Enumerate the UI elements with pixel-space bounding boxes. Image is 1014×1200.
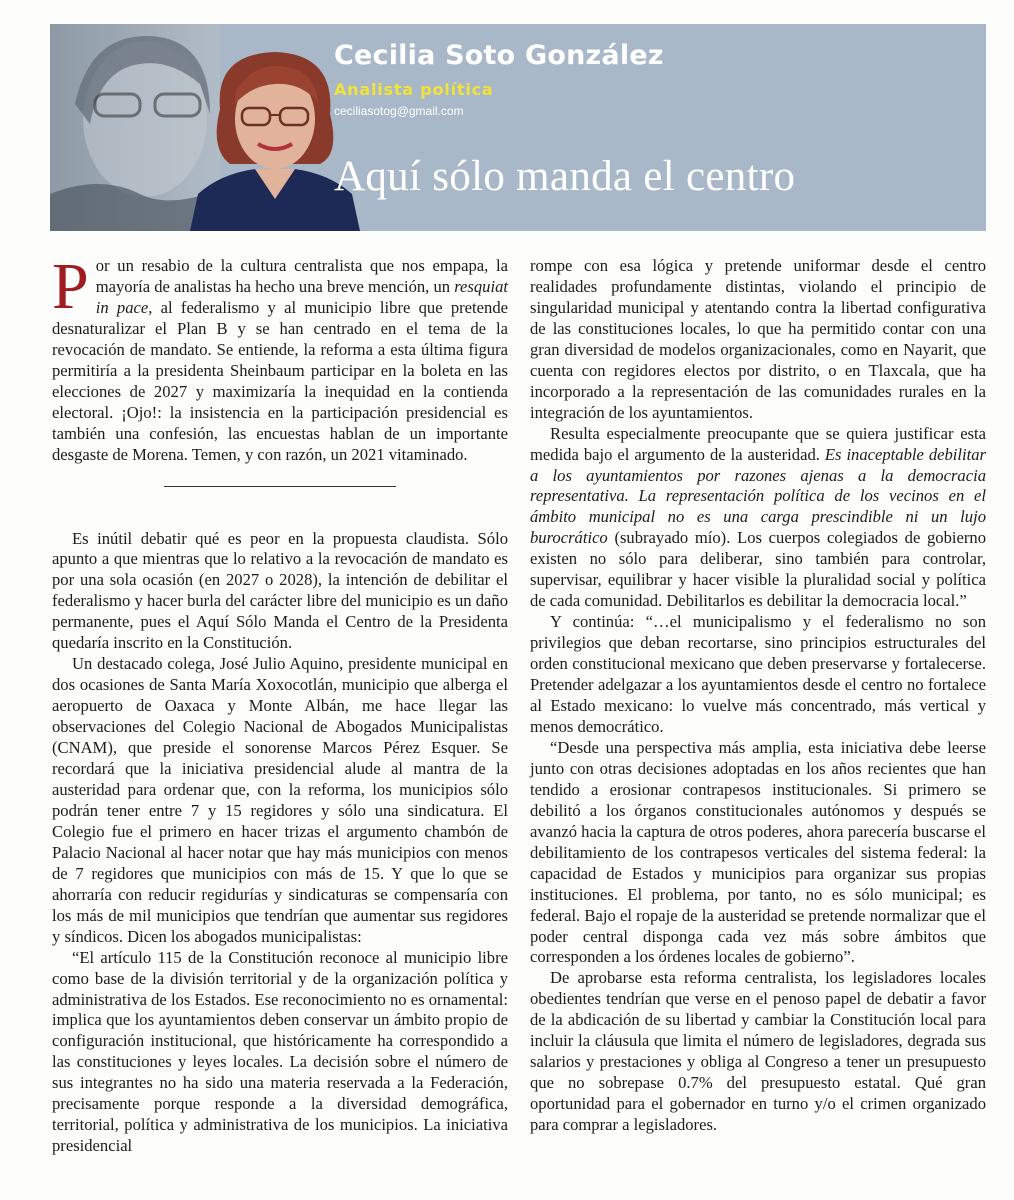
intro-emphasis: resquiat in pace: [95, 276, 508, 317]
intro-text-1: or un resabio de la cultura centralista que nos empapa, la mayoría de analistas ha hecho una breve mención, un: [95, 256, 508, 296]
intro-text-2: , al federalismo y al municipio libre que pretende desnaturalizar el Plan B y se han centrado en el tema de la revocación de mandato. Se entiende, la reforma a esta última figura permitiría a la presidenta Sheinbaum participar en la boleta en las elecciones de 2027 y maximizaría la inequidad en la contienda electoral. ¡Ojo!: la insistencia en la participación presidencial es también una confesión, las encuestas hablan de un importante desgaste de Morena. Temen, y con razón, un 2021 vitaminado.: [52, 297, 508, 464]
paragraph-9: De aprobarse esta reforma centralista, los legisladores locales obedientes tendrían que verse en el penoso papel de debatir a favor de la abdicación de su libertad y cambiar la Constitución local para incluir la cláusula que limita el número de legisladores, degrada sus salarios y prestaciones y obliga al Congreso a tener un presupuesto que no sobrepase 0.7% del presupuesto estatal. Qué gran oportunidad para el gobernador en turno y/o el crimen organizado para comprar a legisladores.: [530, 968, 986, 1135]
paragraph-8: “Desde una perspectiva más amplia, esta iniciativa debe leerse junto con otras decisiones adoptadas en los años recientes que han tendido a erosionar contrapesos institucionales. Si primero se debilitó a los órganos constitucionales autónomos y después se avanzó hacia la captura de otros poderes, ahora parecería buscarse el debilitamiento de los contrapesos verticales del sistema federal: la capacidad de Estados y municipios para organizar sus propias instituciones. El problema, por tanto, no es sólo municipal; es federal. Bajo el ropaje de la austeridad se pretende normalizar que el poder central disponga cada vez más sobre ámbitos que corresponden a los órdenes locales de gobierno”.: [530, 737, 986, 967]
author-email: ceciliasotog@gmail.com: [334, 104, 464, 118]
intro-paragraph: [52, 250, 508, 466]
paragraph-6-text-a: Resulta especialmente preocupante que se quiera justificar esta medida bajo el argumento de la austeridad.: [530, 423, 986, 464]
paragraph-6-text-b: (subrayado mío). Los cuerpos colegiados de gobierno existen no sólo para deliberar, sino también para controlar, supervisar, equilibrar y hacer visible la pluralidad social y política de cada comunidad. Debilitarlos es debilitar la democracia local.”: [530, 528, 986, 611]
paragraph-7: Y continúa: “…el municipalismo y el federalismo no son privilegios que deban recortarse, sino principios estructurales del orden constitucional mexicano que deben preservarse y fortalecerse. Pretender adelgazar a los ayuntamientos desde el centro no fortalece al Estado mexicano: lo vuelve más concentrado, más vertical y menos democrático.: [530, 612, 986, 736]
paragraph-2: Es inútil debatir qué es peor en la propuesta claudista. Sólo apunto a que mientras que lo relativo a la revocación de mandato es por una sola ocasión (en 2027 o 2028), la intención de debilitar el federalismo y hacer burla del carácter libre del municipio es un daño permanente, pues el Aquí Sólo Manda el Centro de la Presidenta quedaría inscrito en la Constitución.: [52, 528, 508, 653]
paragraph-6: [530, 424, 986, 613]
article-title: Aquí sólo manda el centro: [334, 153, 796, 200]
left-column: [52, 250, 508, 1157]
drop-cap: P: [52, 250, 89, 323]
section-divider: [164, 486, 396, 487]
column-header: [50, 24, 986, 231]
paragraph-4: “El artículo 115 de la Constitución reconoce al municipio libre como base de la división territorial y de la organización política y administrativa de los Estados. Ese reconocimiento no es ornamental: implica que los ayuntamientos deben conservar un ámbito propio de configuración institucional, que históricamente ha correspondido a las constituciones y leyes locales. La decisión sobre el número de sus integrantes no ha sido una materia reservada a la Federación, precisamente porque responde a la diversidad demográfica, territorial, política y administrativa de los municipios. La iniciativa presidencial: [52, 947, 508, 1156]
paragraph-3: Un destacado colega, José Julio Aquino, presidente municipal en dos ocasiones de Santa María Xoxocotlán, municipio que alberga el aeropuerto de Oaxaca y Monte Albán, me hace llegar las observaciones del Colegio Nacional de Abogados Municipalistas (CNAM), que preside el sonorense Marcos Pérez Esquer. Se recordará que la iniciativa presidencial alude al mantra de la austeridad para ordenar que, con la reforma, los municipios sólo podrán tener entre 7 y 15 regidores y sólo una sindicatura. El Colegio fue el primero en hacer trizas el argumento chambón de Palacio Nacional al hacer notar que hay más municipios con menos de 7 regidores que municipios con más de 15. Y que lo que se ahorraría con reducir regidurías y sindicaturas se compensaría con los más de mil municipios que tendrían que aumentar sus regidores y síndicos. Dicen los abogados municipalistas:: [52, 654, 508, 946]
right-column: [530, 256, 986, 1136]
paragraph-6-emphasis: Es inaceptable debilitar a los ayuntamientos por razones ajenas a la democracia representativa. La representación política de los vecinos en el ámbito municipal no es una carga prescindible ni un lujo burocrático: [530, 444, 986, 548]
author-role: Analista política: [334, 80, 494, 99]
paragraph-5: rompe con esa lógica y pretende uniformar desde el centro realidades profundamente distintas, violando el principio de singularidad municipal y atentando contra la libertad configurativa de las constituciones locales, lo que ha permitido contar con una gran diversidad de modelos organizacionales, como en Nayarit, que cuenta con regidores electos por distrito, o en Tlaxcala, que ha incorporado a la representación de las comunidades rurales en la integración de los ayuntamientos.: [530, 256, 986, 422]
author-name: Cecilia Soto González: [334, 40, 664, 71]
